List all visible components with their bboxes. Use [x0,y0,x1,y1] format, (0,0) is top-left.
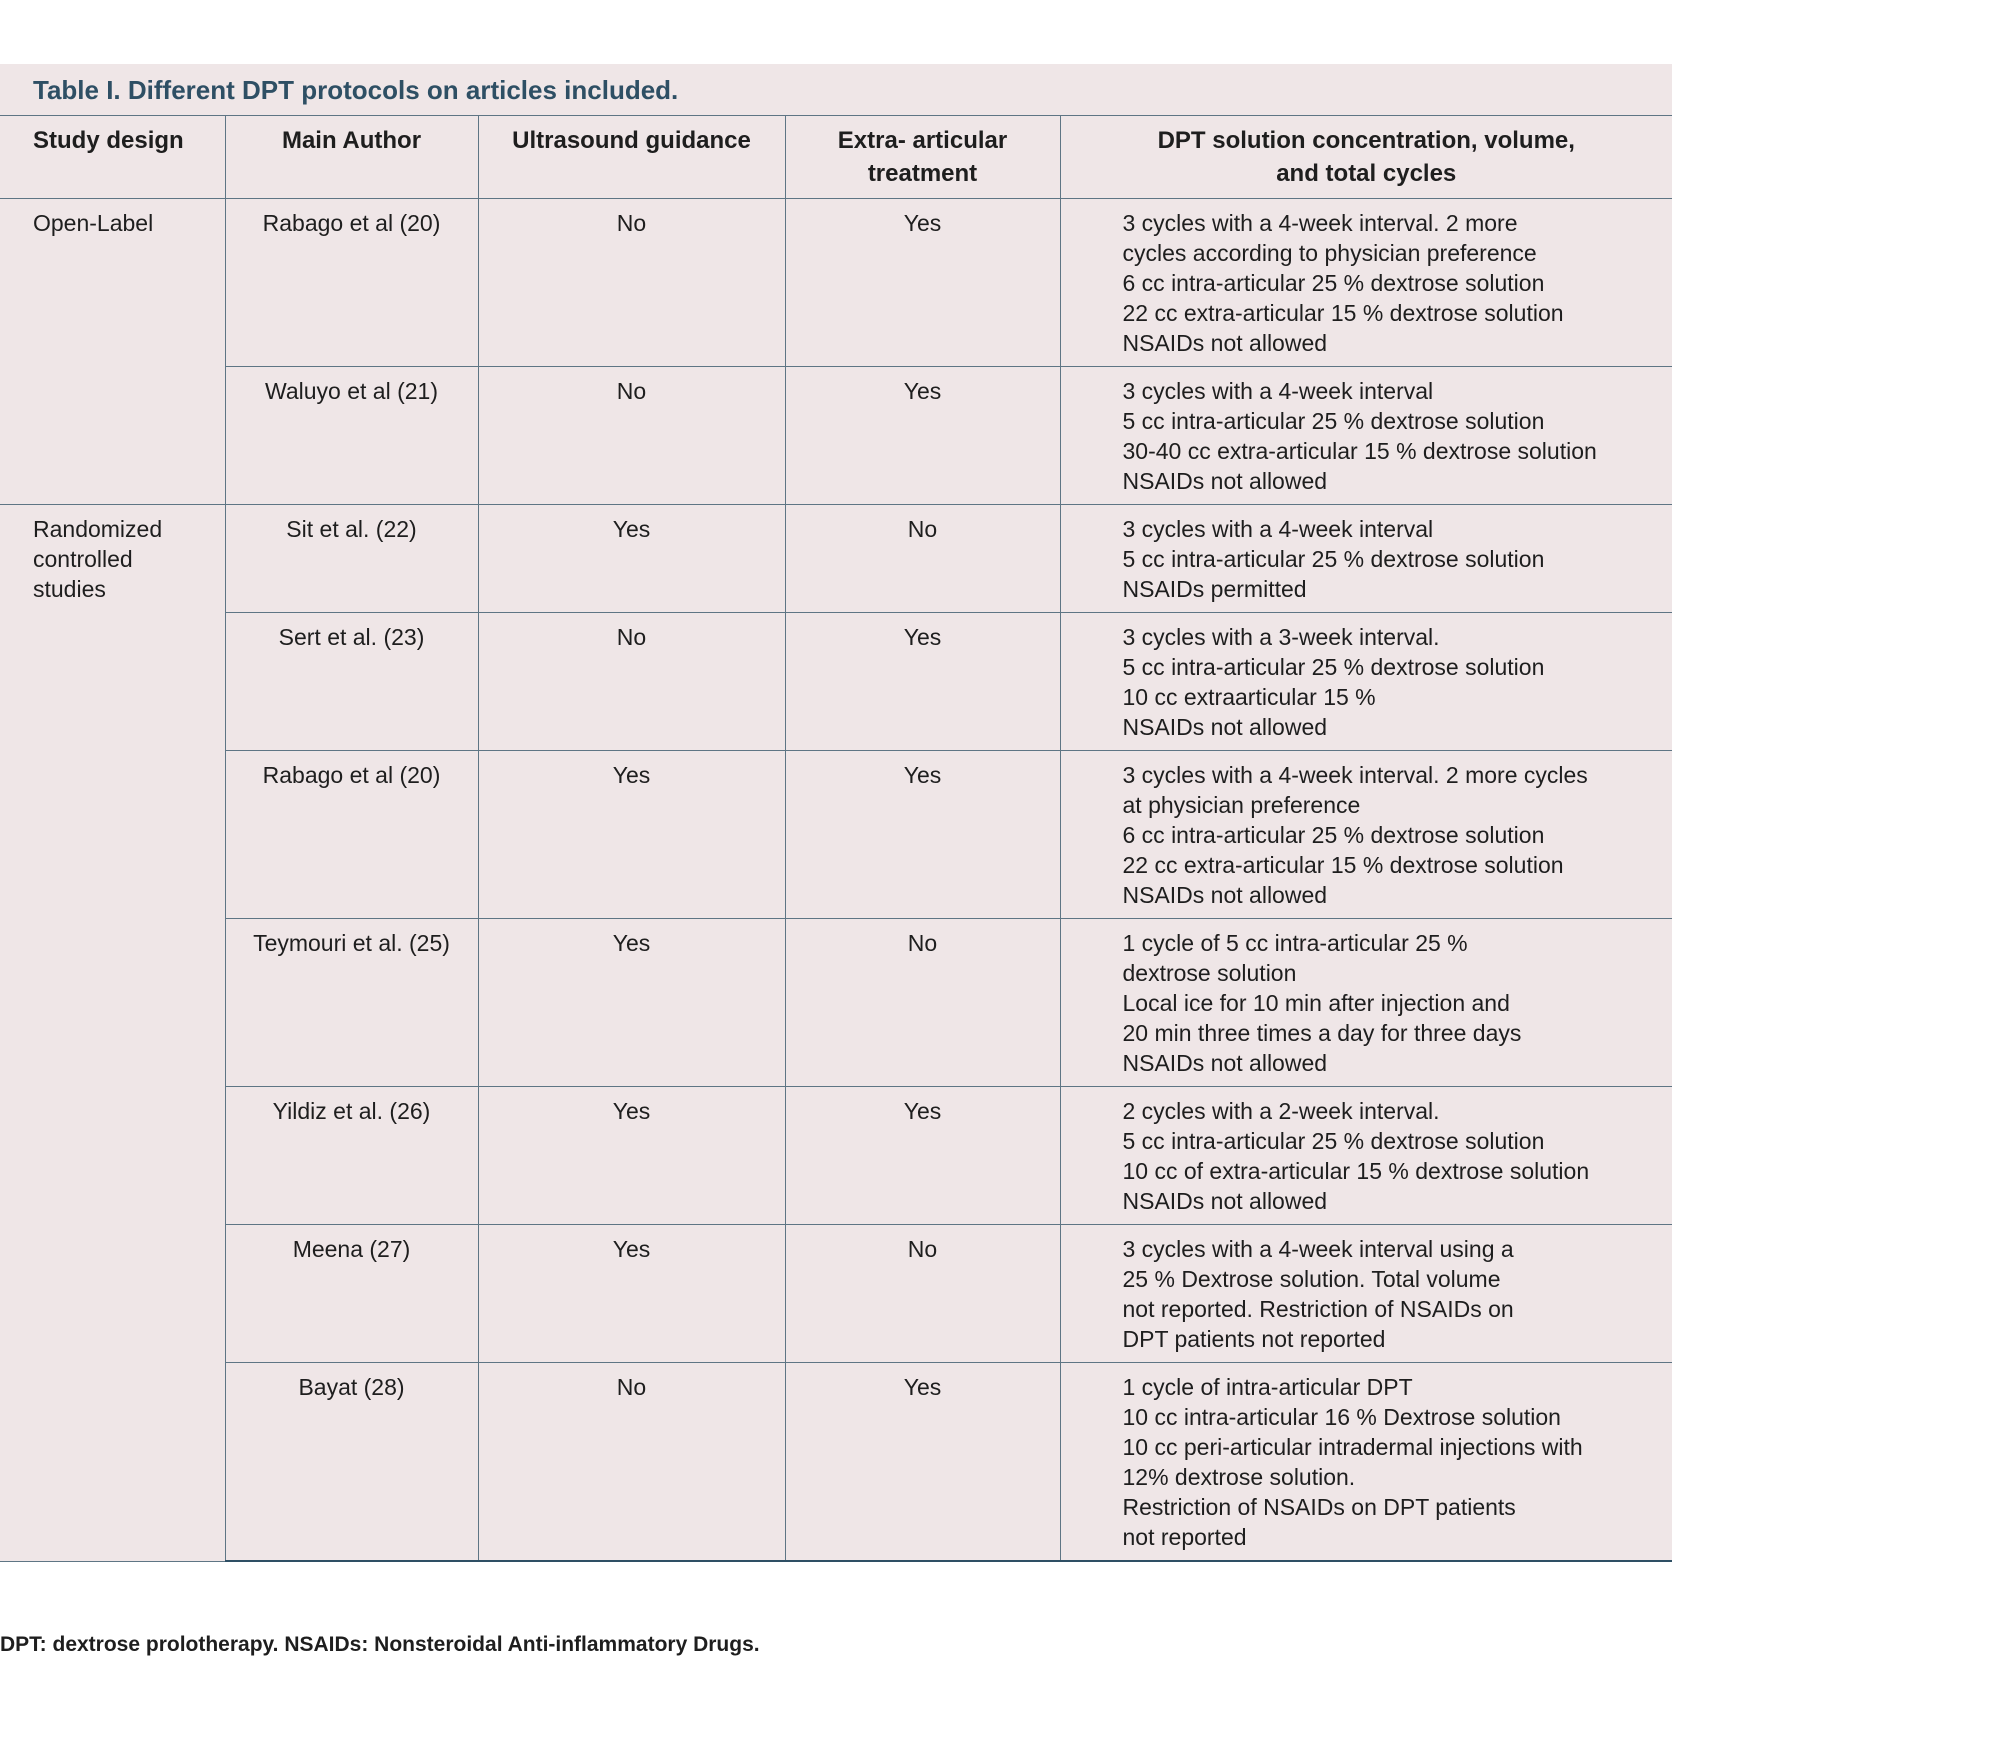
author-cell: Yildiz et al. (26) [225,1087,478,1225]
protocol-line: 1 cycle of intra-articular DPT [1122,1374,1413,1400]
protocol-line: 10 cc intra-articular 16 % Dextrose solution [1122,1404,1561,1430]
table-row [0,919,1672,1087]
ultrasound-cell: Yes [478,1087,785,1225]
study-design-cell [0,199,225,505]
extra-articular-cell: No [785,505,1060,613]
protocol-line: 3 cycles with a 4-week interval. 2 more [1122,210,1518,236]
protocol-line: not reported. Restriction of NSAIDs on [1122,1296,1514,1322]
protocol-line: NSAIDs permitted [1122,576,1307,602]
protocol-cell [1060,1363,1672,1562]
protocol-line: at physician preference [1122,792,1361,818]
protocol-cell [1060,613,1672,751]
protocol-line: 10 cc extraarticular 15 % [1122,684,1376,710]
protocol-line: cycles according to physician preference [1122,240,1537,266]
study-design-line: Randomized [33,516,163,542]
protocol-line: NSAIDs not allowed [1122,468,1328,494]
protocol-line: 20 min three times a day for three days [1122,1020,1522,1046]
protocols-table [0,116,1672,1562]
ultrasound-cell: Yes [478,505,785,613]
protocol-cell [1060,199,1672,367]
protocol-line: 3 cycles with a 4-week interval [1122,378,1434,404]
table-row [0,1087,1672,1225]
protocol-line: NSAIDs not allowed [1122,882,1328,908]
protocol-line: 2 cycles with a 2-week interval. [1122,1098,1440,1124]
protocol-line: 30-40 cc extra-articular 15 % dextrose solution [1122,438,1597,464]
protocol-line: 1 cycle of 5 cc intra-articular 25 % [1122,930,1468,956]
protocol-line: 5 cc intra-articular 25 % dextrose solution [1122,654,1545,680]
header-study-design: Study design [0,116,225,199]
author-cell: Sert et al. (23) [225,613,478,751]
study-design-line: Open-Label [33,210,154,236]
protocol-line: 10 cc peri-articular intradermal injections with [1122,1434,1583,1460]
protocol-line: NSAIDs not allowed [1122,1188,1328,1214]
protocol-cell [1060,1087,1672,1225]
author-cell: Sit et al. (22) [225,505,478,613]
protocol-line: DPT patients not reported [1122,1326,1386,1352]
study-design-line: controlled [33,546,133,572]
header-dpt-line2: and total cycles [1276,160,1457,187]
protocol-line: 22 cc extra-articular 15 % dextrose solution [1122,300,1564,326]
protocol-line: NSAIDs not allowed [1122,714,1328,740]
protocol-line: 6 cc intra-articular 25 % dextrose solution [1122,270,1545,296]
protocol-line: Local ice for 10 min after injection and [1122,990,1510,1016]
protocol-line: 3 cycles with a 3-week interval. [1122,624,1440,650]
header-dpt-line1: DPT solution concentration, volume, [1157,127,1575,154]
header-dpt-solution [1060,116,1672,199]
ultrasound-cell: Yes [478,1225,785,1363]
extra-articular-cell: Yes [785,751,1060,919]
table-row [0,367,1672,505]
protocol-cell [1060,751,1672,919]
ultrasound-cell: No [478,1363,785,1562]
header-extra-line2: treatment [867,160,978,187]
protocol-cell [1060,1225,1672,1363]
table-row [0,1363,1672,1562]
study-design-line: studies [33,576,106,602]
table-row [0,613,1672,751]
table-row [0,751,1672,919]
protocol-line: 5 cc intra-articular 25 % dextrose solution [1122,1128,1545,1154]
study-design-cell [0,505,225,1562]
extra-articular-cell: Yes [785,1363,1060,1562]
ultrasound-cell: No [478,367,785,505]
protocol-line: dextrose solution [1122,960,1297,986]
table-row [0,199,1672,367]
table-row [0,505,1672,613]
header-extra-line1: Extra- articular [837,127,1008,154]
ultrasound-cell: No [478,613,785,751]
table-row [0,1225,1672,1363]
protocol-line: 3 cycles with a 4-week interval using a [1122,1236,1514,1262]
protocol-cell [1060,919,1672,1087]
author-cell: Rabago et al (20) [225,199,478,367]
author-cell: Rabago et al (20) [225,751,478,919]
extra-articular-cell: Yes [785,1087,1060,1225]
author-cell: Bayat (28) [225,1363,478,1562]
protocol-line: 22 cc extra-articular 15 % dextrose solution [1122,852,1564,878]
ultrasound-cell: Yes [478,751,785,919]
extra-articular-cell: Yes [785,367,1060,505]
table-title: Table I. Different DPT protocols on articles included. [0,64,1672,116]
protocol-line: 3 cycles with a 4-week interval. 2 more cycles [1122,762,1588,788]
protocol-line: 3 cycles with a 4-week interval [1122,516,1434,542]
protocol-cell [1060,367,1672,505]
protocol-line: NSAIDs not allowed [1122,1050,1328,1076]
header-main-author: Main Author [225,116,478,199]
header-ultrasound-guidance: Ultrasound guidance [478,116,785,199]
header-row [0,116,1672,199]
table-footnote: DPT: dextrose prolotherapy. NSAIDs: Nonsteroidal Anti-inflammatory Drugs. [0,1633,760,1656]
ultrasound-cell: Yes [478,919,785,1087]
extra-articular-cell: No [785,1225,1060,1363]
extra-articular-cell: No [785,919,1060,1087]
protocol-line: not reported [1122,1524,1247,1550]
author-cell: Teymouri et al. (25) [225,919,478,1087]
table-card [0,64,1672,1562]
author-cell: Meena (27) [225,1225,478,1363]
ultrasound-cell: No [478,199,785,367]
protocol-cell [1060,505,1672,613]
protocol-line: 12% dextrose solution. [1122,1464,1356,1490]
author-cell: Waluyo et al (21) [225,367,478,505]
protocol-line: Restriction of NSAIDs on DPT patients [1122,1494,1516,1520]
protocol-line: NSAIDs not allowed [1122,330,1328,356]
table-body [0,199,1672,1562]
protocol-line: 6 cc intra-articular 25 % dextrose solution [1122,822,1545,848]
protocol-line: 5 cc intra-articular 25 % dextrose solution [1122,408,1545,434]
protocol-line: 25 % Dextrose solution. Total volume [1122,1266,1501,1292]
protocol-line: 5 cc intra-articular 25 % dextrose solution [1122,546,1545,572]
extra-articular-cell: Yes [785,199,1060,367]
extra-articular-cell: Yes [785,613,1060,751]
protocol-line: 10 cc of extra-articular 15 % dextrose solution [1122,1158,1590,1184]
header-extra-articular [785,116,1060,199]
